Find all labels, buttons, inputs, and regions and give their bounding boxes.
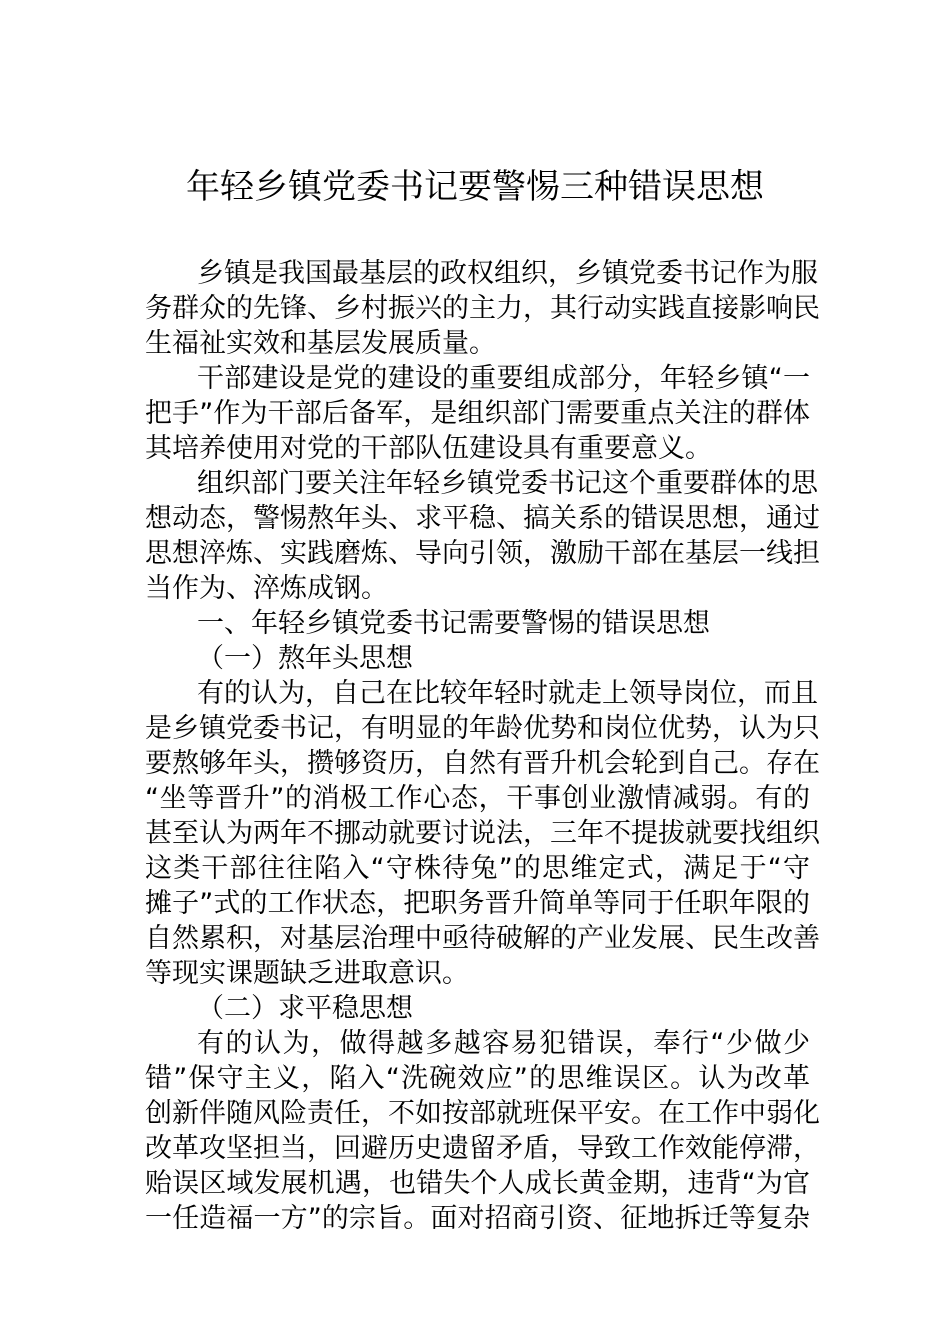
paragraph-line: 贻误区域发展机遇，也错失个人成长黄金期，违背“为官 xyxy=(145,1168,810,1199)
paragraph-line: 把手”作为干部后备军，是组织部门需要重点关注的群体 xyxy=(145,398,810,429)
section-heading: 一、年轻乡镇党委书记需要警惕的错误思想 xyxy=(197,608,710,639)
paragraph-line: 改革攻坚担当，回避历史遗留矛盾，导致工作效能停滞， xyxy=(145,1133,820,1164)
paragraph-line: 要熬够年头，攒够资历，自然有晋升机会轮到自己。存在 xyxy=(145,748,820,779)
paragraph-line: 自然累积，对基层治理中亟待破解的产业发展、民生改善 xyxy=(145,923,820,954)
paragraph-line: 错”保守主义，陷入“洗碗效应”的思维误区。认为改革 xyxy=(145,1063,810,1094)
paragraph-line: 想动态，警惕熬年头、求平稳、搞关系的错误思想，通过 xyxy=(145,503,820,534)
paragraph-line: 一任造福一方”的宗旨。面对招商引资、征地拆迁等复杂 xyxy=(145,1203,810,1234)
paragraph-line: 当作为、淬炼成钢。 xyxy=(145,573,388,604)
paragraph-line: 摊子”式的工作状态，把职务晋升简单等同于任职年限的 xyxy=(145,888,810,919)
paragraph-line: 其培养使用对党的干部队伍建设具有重要意义。 xyxy=(145,433,712,464)
paragraph-line: 乡镇是我国最基层的政权组织，乡镇党委书记作为服 xyxy=(197,258,818,289)
paragraph-line: 有的认为，自己在比较年轻时就走上领导岗位，而且 xyxy=(197,678,818,709)
paragraph-line: 组织部门要关注年轻乡镇党委书记这个重要群体的思 xyxy=(197,468,818,499)
paragraph-line: 生福祉实效和基层发展质量。 xyxy=(145,328,496,359)
paragraph-line: 这类干部往往陷入“守株待兔”的思维定式，满足于“守 xyxy=(145,853,810,884)
paragraph-line: 干部建设是党的建设的重要组成部分，年轻乡镇“一 xyxy=(197,363,810,394)
paragraph-line: 务群众的先锋、乡村振兴的主力，其行动实践直接影响民 xyxy=(145,293,820,324)
paragraph-line: “坐等晋升”的消极工作心态，干事创业激情减弱。有的 xyxy=(145,783,810,814)
paragraph-line: 甚至认为两年不挪动就要讨说法，三年不提拔就要找组织 xyxy=(145,818,820,849)
paragraph-line: 创新伴随风险责任，不如按部就班保平安。在工作中弱化 xyxy=(145,1098,820,1129)
subsection-heading: （一）熬年头思想 xyxy=(197,643,413,674)
paragraph-line: 有的认为，做得越多越容易犯错误，奉行“少做少 xyxy=(197,1028,810,1059)
subsection-heading: （二）求平稳思想 xyxy=(197,993,413,1024)
document-title: 年轻乡镇党委书记要警惕三种错误思想 xyxy=(186,167,764,207)
paragraph-line: 等现实课题缺乏进取意识。 xyxy=(145,958,469,989)
paragraph-line: 是乡镇党委书记，有明显的年龄优势和岗位优势，认为只 xyxy=(145,713,820,744)
paragraph-line: 思想淬炼、实践磨炼、导向引领，激励干部在基层一线担 xyxy=(145,538,820,569)
